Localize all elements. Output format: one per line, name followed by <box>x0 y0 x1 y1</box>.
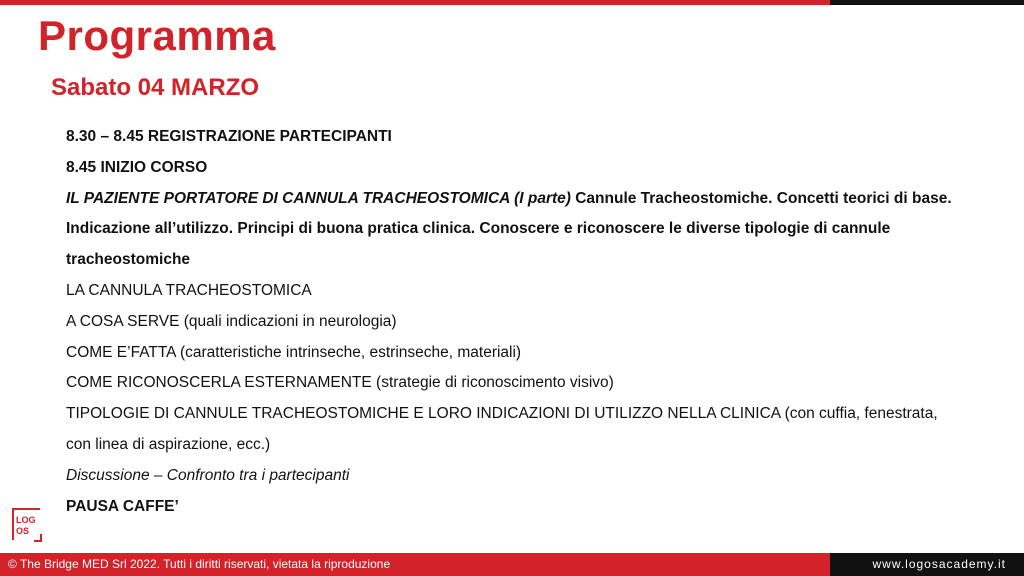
schedule-registration: 8.30 – 8.45 REGISTRAZIONE PARTECIPANTI <box>66 128 392 145</box>
logos-logo <box>12 508 40 540</box>
list-item: A COSA SERVE (quali indicazioni in neurologia) <box>66 312 397 330</box>
logo-corner-mark <box>34 534 42 542</box>
top-accent-bar-red <box>0 0 830 5</box>
top-accent-bar-black <box>830 0 1024 5</box>
logo-text-line1: LOG <box>16 515 36 525</box>
list-item: COME E’FATTA (caratteristiche intrinseche, estrinseche, materiali) <box>66 343 522 361</box>
discussion-item: Discussione – Confronto tra i partecipanti <box>66 466 350 484</box>
section-title: IL PAZIENTE PORTATORE DI CANNULA TRACHEOSTOMICA (I parte) <box>66 189 571 207</box>
footer-copyright: © The Bridge MED Srl 2022. Tutti i diritti riservati, vietata la riproduzione <box>8 557 391 571</box>
section-block <box>66 184 956 276</box>
program-content <box>66 122 956 522</box>
schedule-start: 8.45 INIZIO CORSO <box>66 158 208 176</box>
page-title: Programma <box>38 12 276 59</box>
page-subtitle-date: Sabato 04 MARZO <box>51 74 260 101</box>
list-item: COME RICONOSCERLA ESTERNAMENTE (strategie di riconoscimento visivo) <box>66 374 614 392</box>
list-item: TIPOLOGIE DI CANNULE TRACHEOSTOMICHE E LORO INDICAZIONI DI UTILIZZO NELLA CLINICA (con cuffia, fenestrata, con linea di aspirazione, ecc.) <box>66 405 938 453</box>
section-description: Cannule Tracheostomiche. Concetti teorici di base. Indicazione all’utilizzo. Principi di buona pratica clinica. Conoscere e riconoscere le diverse tipologie di cannule tracheostomiche <box>66 189 952 269</box>
logo-text-line2: OS <box>16 526 30 536</box>
coffee-break: PAUSA CAFFE’ <box>66 497 179 515</box>
footer-website-link[interactable]: www.logosacademy.it <box>872 557 1006 571</box>
list-item: LA CANNULA TRACHEOSTOMICA <box>66 281 312 299</box>
